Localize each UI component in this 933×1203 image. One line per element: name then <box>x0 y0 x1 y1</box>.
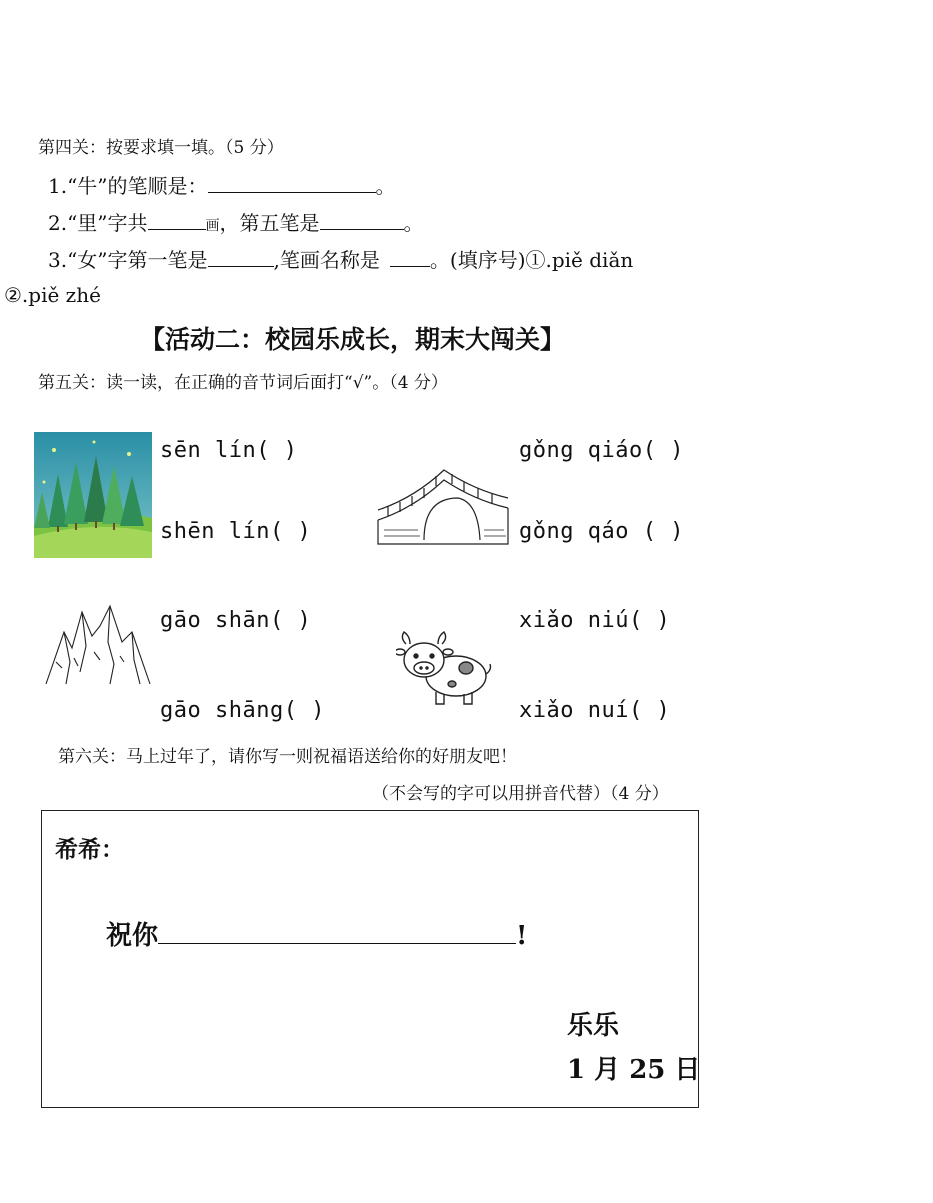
section6-note: （不会写的字可以用拼音代替）（4 分） <box>372 784 669 804</box>
card-greeting: 希希： <box>55 836 124 863</box>
question-2-text: 2.“里”字共 <box>48 211 148 235</box>
option-mountain-b[interactable]: gāo shāng( ) <box>160 698 325 723</box>
calf-image <box>396 624 492 708</box>
section6-heading: 第六关：马上过年了，请你写一则祝福语送给你的好朋友吧！ <box>58 747 517 767</box>
card-wish-line <box>106 915 527 952</box>
card-wish-prefix: 祝你 <box>106 921 159 951</box>
question-3-suffix: 。(填序号)①.piě diǎn <box>429 248 634 272</box>
mountain-image <box>44 602 152 686</box>
card-wish-suffix: ! <box>516 921 528 951</box>
question-2-suffix: 。 <box>403 211 424 235</box>
option-bridge-b[interactable]: gǒng qáo ( ) <box>519 519 684 544</box>
question-2-mid: ，第五笔是 <box>219 211 320 235</box>
option-mountain-a[interactable]: gāo shān( ) <box>160 608 312 633</box>
answer-blank-2b[interactable] <box>320 228 404 230</box>
question-3-mid: ,笔画名称是 <box>273 248 380 272</box>
card-date: 1 月 25 日 <box>567 1055 701 1085</box>
question-3-option-2: ②.piě zhé <box>4 283 101 307</box>
question-1 <box>48 170 396 199</box>
bridge-image <box>374 460 512 552</box>
question-1-suffix: 。 <box>375 174 396 198</box>
question-3-text: 3.“女”字第一笔是 <box>48 248 208 272</box>
card-signature: 乐乐 <box>567 1011 620 1041</box>
section4-heading: 第四关：按要求填一填。（5 分） <box>38 138 284 158</box>
section5-heading: 第五关：读一读，在正确的音节词后面打“√”。（4 分） <box>38 373 448 393</box>
answer-blank-3b[interactable] <box>390 265 430 267</box>
answer-blank-1[interactable] <box>208 191 376 193</box>
option-forest-b[interactable]: shēn lín( ) <box>160 519 312 544</box>
question-3 <box>48 244 633 273</box>
option-calf-b[interactable]: xiǎo nuí( ) <box>519 698 671 723</box>
option-calf-a[interactable]: xiǎo niú( ) <box>519 608 671 633</box>
answer-blank-2a[interactable] <box>148 228 206 230</box>
question-2 <box>48 207 424 236</box>
wish-blank[interactable] <box>158 942 516 944</box>
option-bridge-a[interactable]: gǒng qiáo( ) <box>519 438 684 463</box>
activity-title: 【活动二：校园乐成长，期末大闯关】 <box>140 325 566 354</box>
greeting-card <box>41 810 699 1108</box>
forest-image <box>34 432 152 558</box>
answer-blank-3a[interactable] <box>208 265 274 267</box>
option-forest-a[interactable]: sēn lín( ) <box>160 438 298 463</box>
question-1-text: 1.“牛”的笔顺是： <box>48 174 208 198</box>
question-2-unit: 画 <box>205 218 220 234</box>
